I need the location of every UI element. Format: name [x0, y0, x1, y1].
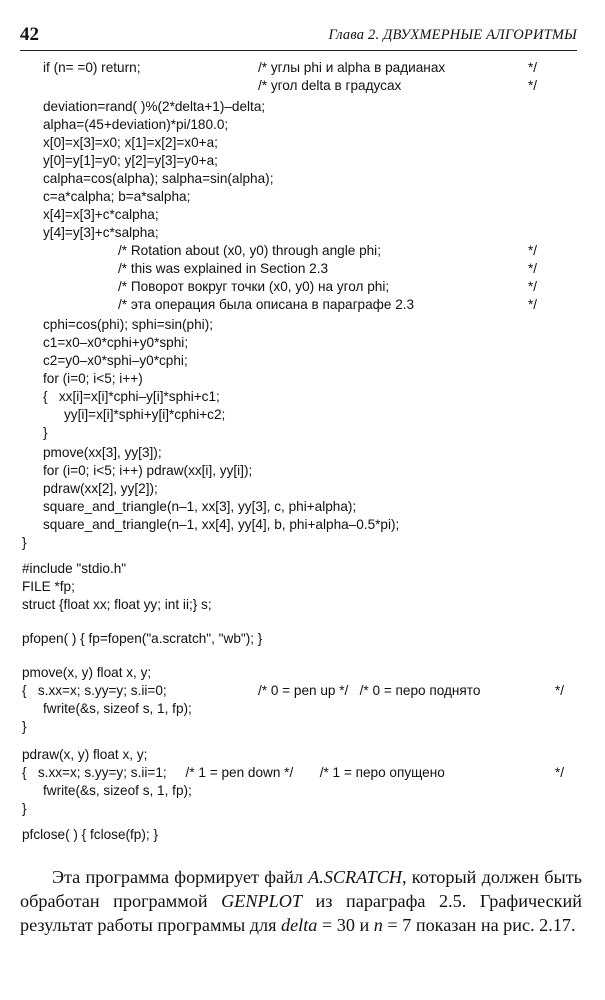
code-line: }	[22, 719, 27, 734]
code-line: calpha=cos(alpha); salpha=sin(alpha);	[43, 171, 274, 186]
code-line: square_and_triangle(n–1, xx[3], yy[3], c, phi+alpha);	[43, 499, 357, 514]
code-line: #include "stdio.h"	[22, 561, 127, 576]
code-line: { s.xx=x; s.yy=y; s.ii=1; /* 1 = pen down */ /* 1 = перо опущено	[22, 765, 445, 780]
code-line: }	[22, 801, 27, 816]
code-line: for (i=0; i<5; i++)	[43, 371, 143, 386]
code-line: }	[43, 425, 48, 440]
code-line: */	[528, 279, 538, 294]
code-line: { xx[i]=x[i]*cphi–y[i]*sphi+c1;	[43, 389, 220, 404]
code-line: pfclose( ) { fclose(fp); }	[22, 827, 158, 842]
code-line: struct {float xx; float yy; int ii;} s;	[22, 597, 212, 612]
code-line: deviation=rand( )%(2*delta+1)–delta;	[43, 99, 266, 114]
code-line: /* эта операция была описана в параграфе 2.3	[118, 297, 415, 312]
code-line: pdraw(x, y) float x, y;	[22, 747, 148, 762]
page-header	[20, 24, 577, 48]
code-line: fwrite(&s, sizeof s, 1, fp);	[43, 783, 192, 798]
code-line: */	[555, 765, 565, 780]
code-line: /* Rotation about (x0, y0) through angle phi;	[118, 243, 381, 258]
code-line: x[0]=x[3]=x0; x[1]=x[2]=x0+a;	[43, 135, 218, 150]
code-line: /* углы phi и alpha в радианах	[258, 60, 446, 75]
code-line: y[4]=y[3]+c*salpha;	[43, 225, 159, 240]
code-line: c=a*calpha; b=a*salpha;	[43, 189, 191, 204]
code-line: }	[22, 535, 27, 550]
code-line: */	[528, 297, 538, 312]
code-line: */	[528, 243, 538, 258]
code-line: /* 0 = pen up */ /* 0 = перо поднято	[258, 683, 481, 698]
page-number: 42	[20, 24, 39, 45]
code-line: cphi=cos(phi); sphi=sin(phi);	[43, 317, 214, 332]
code-line: pmove(xx[3], yy[3]);	[43, 445, 162, 460]
code-line: pfopen( ) { fp=fopen("a.scratch", "wb"); }	[22, 631, 263, 646]
code-line: */	[528, 60, 538, 75]
running-head: Глава 2. ДВУХМЕРНЫЕ АЛГОРИТМЫ	[328, 27, 577, 43]
code-line: alpha=(45+deviation)*pi/180.0;	[43, 117, 229, 132]
header-rule	[20, 50, 577, 51]
code-line: { s.xx=x; s.yy=y; s.ii=0;	[22, 683, 167, 698]
code-line: /* Поворот вокруг точки (x0, y0) на угол phi;	[118, 279, 390, 294]
code-line: c2=y0–x0*sphi–y0*cphi;	[43, 353, 188, 368]
code-line: fwrite(&s, sizeof s, 1, fp);	[43, 701, 192, 716]
code-line: FILE *fp;	[22, 579, 75, 594]
code-line: if (n= =0) return;	[43, 60, 141, 75]
code-line: */	[528, 261, 538, 276]
code-line: for (i=0; i<5; i++) pdraw(xx[i], yy[i]);	[43, 463, 253, 478]
code-line: /* this was explained in Section 2.3	[118, 261, 329, 276]
paragraph-text: Эта программа формирует файл A.SCRATCH, который должен быть обработан программой GENPLOT из параграфа 2.5. Графический результат работы программы для delta = 30 и n = 7 показан на рис. 2.17.	[20, 867, 582, 935]
code-line: pmove(x, y) float x, y;	[22, 665, 152, 680]
code-line: c1=x0–x0*cphi+y0*sphi;	[43, 335, 189, 350]
code-line: /* угол delta в градусах	[258, 78, 402, 93]
code-line: square_and_triangle(n–1, xx[4], yy[4], b, phi+alpha–0.5*pi);	[43, 517, 400, 532]
code-line: */	[528, 78, 538, 93]
code-line: y[0]=y[1]=y0; y[2]=y[3]=y0+a;	[43, 153, 218, 168]
body-paragraph	[20, 866, 582, 937]
code-line: */	[555, 683, 565, 698]
code-line: pdraw(xx[2], yy[2]);	[43, 481, 158, 496]
code-line: x[4]=x[3]+c*calpha;	[43, 207, 159, 222]
code-line: yy[i]=x[i]*sphi+y[i]*cphi+c2;	[64, 407, 226, 422]
